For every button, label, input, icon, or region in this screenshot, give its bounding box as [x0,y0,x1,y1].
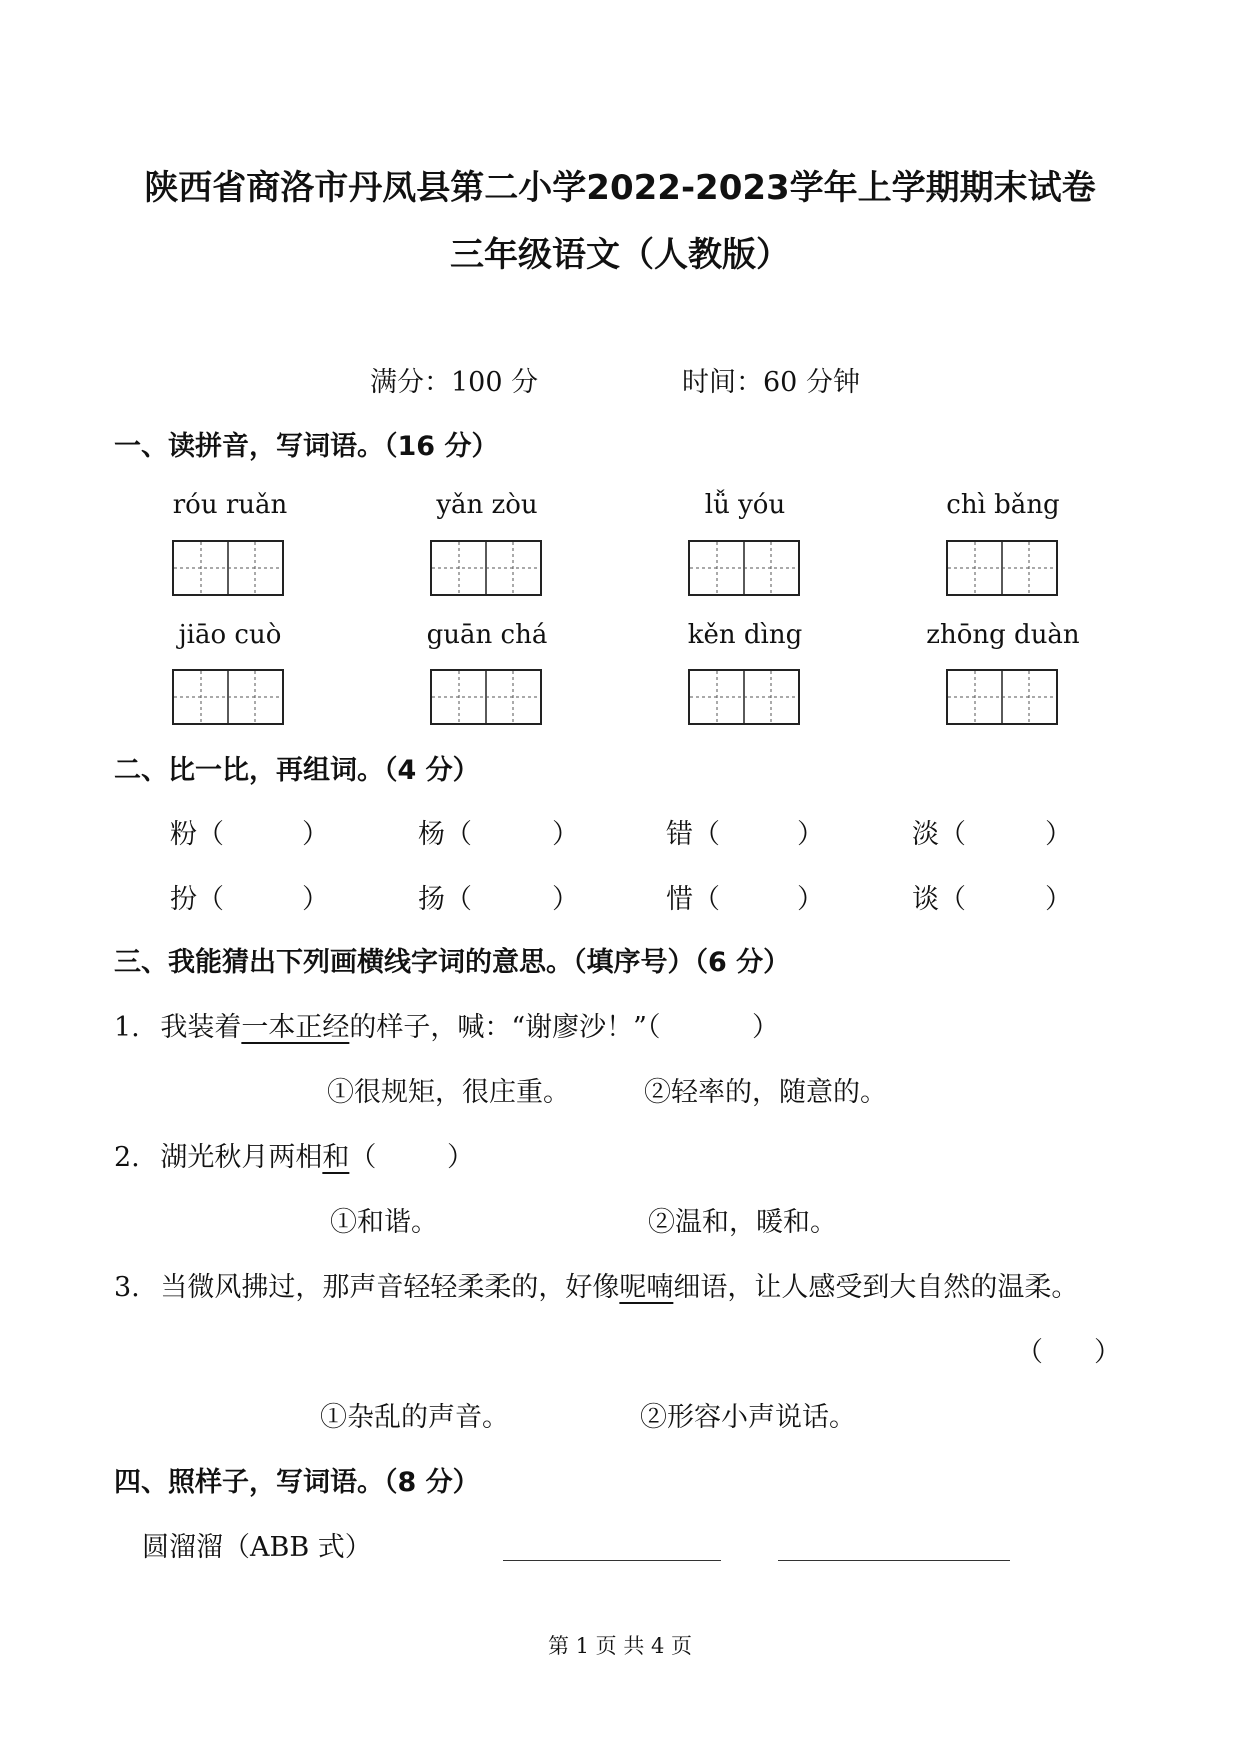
pinyin-label: chì bǎng [946,490,1060,520]
compare-char: 杨（ [418,819,472,850]
writing-grid[interactable] [946,540,1058,596]
paren-close: ） [447,1142,474,1173]
paren-open: （ [1016,1337,1043,1368]
paren-close: ） [302,819,329,850]
compare-char: 扬（ [418,884,472,915]
section-4-heading: 四、照样子，写词语。（8 分） [114,1467,480,1498]
answer-blank[interactable] [778,1560,1010,1561]
section-3-heading: 三、我能猜出下列画横线字词的意思。（填序号）（6 分） [114,947,791,978]
compare-char: 淡（ [912,819,966,850]
compare-char: 扮（ [170,884,224,915]
question-text: 我装着 [160,1012,242,1043]
writing-grid[interactable] [172,669,284,725]
pinyin-label: zhōng duàn [926,620,1080,650]
question-number: 2. [114,1142,140,1173]
writing-grid[interactable] [688,540,800,596]
writing-grid[interactable] [946,669,1058,725]
underlined-word: 呢喃 [619,1272,674,1303]
question-text: （ [349,1142,377,1173]
pinyin-label: lǚ yóu [704,490,786,520]
pinyin-label: yǎn zòu [436,490,538,520]
page-footer: 第 1 页 共 4 页 [547,1634,693,1658]
section-2-heading: 二、比一比，再组词。（4 分） [114,755,480,786]
question-text: 当微风拂过，那声音轻轻柔柔的，好像 [160,1272,620,1303]
paren-close: ） [1094,1337,1121,1368]
example-word: 圆溜溜（ABB 式） [142,1532,372,1563]
pinyin-label: kěn dìng [687,620,803,650]
question-number: 1. [114,1012,140,1043]
question-text: 细语，让人感受到大自然的温柔。 [673,1272,1079,1303]
answer-blank[interactable] [503,1560,721,1561]
paren-close: ） [1045,884,1072,915]
pinyin-label: róu ruǎn [172,490,288,520]
option-2: ②形容小声说话。 [640,1402,856,1433]
exam-time: 时间：60 分钟 [682,367,860,398]
paren-close: ） [797,884,824,915]
question-2 [114,1135,376,1174]
compare-char: 惜（ [666,884,720,915]
question-1 [114,1005,660,1044]
underlined-word: 和 [322,1142,350,1173]
option-2: ②轻率的，随意的。 [644,1077,887,1108]
question-text: 湖光秋月两相 [160,1142,323,1173]
underlined-word: 一本正经 [241,1012,350,1043]
writing-grid[interactable] [172,540,284,596]
paren-close: ） [302,884,329,915]
writing-grid[interactable] [430,669,542,725]
option-1: ①和谐。 [330,1207,438,1238]
paren-close: ） [552,884,579,915]
option-2: ②温和，暖和。 [648,1207,837,1238]
compare-char: 谈（ [912,884,966,915]
paren-close: ） [752,1012,779,1043]
question-3 [114,1265,1078,1304]
full-score: 满分：100 分 [370,367,539,398]
paren-close: ） [1045,819,1072,850]
option-1: ①很规矩，很庄重。 [327,1077,570,1108]
question-number: 3. [114,1272,140,1303]
paren-close: ） [797,819,824,850]
exam-subtitle: 三年级语文（人教版） [450,235,790,275]
exam-title: 陕西省商洛市丹凤县第二小学2022-2023学年上学期期末试卷 [144,168,1096,208]
paren-close: ） [552,819,579,850]
question-text: 的样子，喊：“谢廖沙！”（ [349,1012,661,1043]
pinyin-label: jiāo cuò [178,620,282,650]
option-1: ①杂乱的声音。 [320,1402,509,1433]
section-1-heading: 一、读拼音，写词语。（16 分） [114,431,499,462]
pinyin-label: guān chá [426,620,548,650]
writing-grid[interactable] [430,540,542,596]
compare-char: 错（ [666,819,720,850]
writing-grid[interactable] [688,669,800,725]
compare-char: 粉（ [170,819,224,850]
